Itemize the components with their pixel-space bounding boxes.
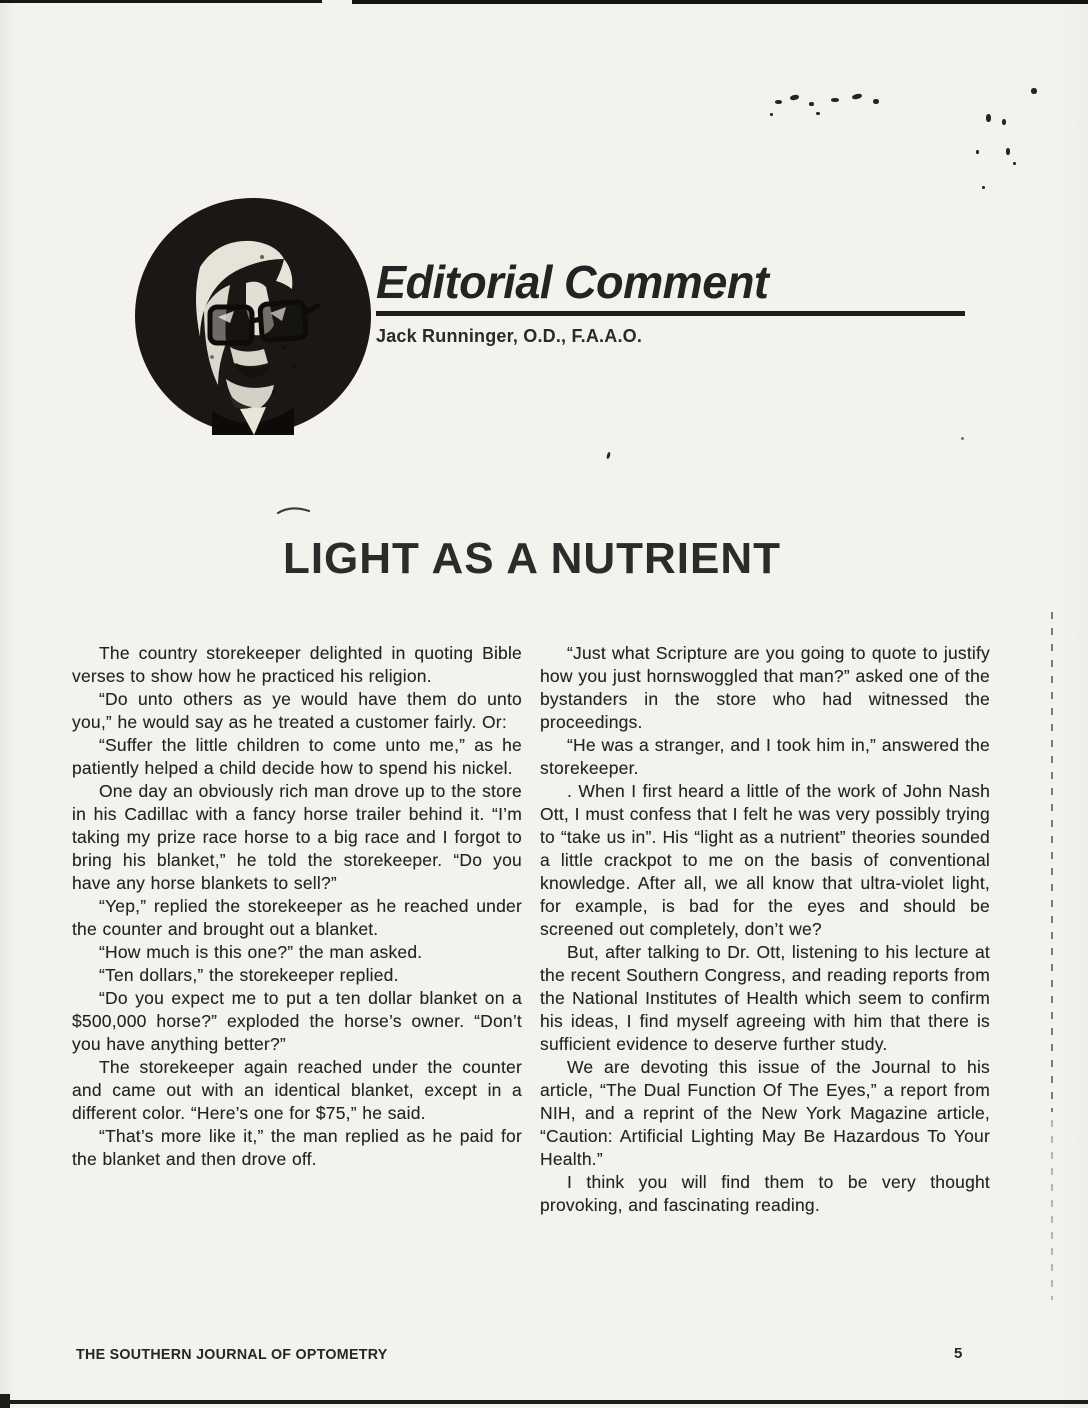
- binding-dashed-line: [1051, 612, 1053, 1112]
- top-edge-line: [0, 0, 322, 3]
- bottom-edge-line: [0, 1400, 1088, 1404]
- scan-speckle: [976, 150, 979, 154]
- author-portrait-photo: [134, 197, 372, 435]
- paragraph: “Do unto others as ye would have them do unto you,” he would say as he treated a customer fairly. Or:: [72, 689, 522, 732]
- scan-speckle: [809, 102, 814, 106]
- paragraph: “Just what Scripture are you going to quote to justify how you just hornswoggled that man?” asked one of the bystanders in the store who had witnessed the proceedings.: [540, 643, 990, 732]
- paragraph: “He was a stranger, and I took him in,” answered the storekeeper.: [540, 735, 990, 778]
- paragraph: One day an obviously rich man drove up to the store in his Cadillac with a fancy horse trailer behind it. “I’m taking my prize race horse to a big race and I forgot to bring his blanket,” he told the storekeeper. “Do you have any horse blankets to sell?”: [72, 781, 522, 893]
- paragraph: “Suffer the little children to come unto me,” as he patiently helped a child decide how to spend his nickel.: [72, 735, 522, 778]
- scan-speckle: [1002, 119, 1006, 125]
- author-byline: Jack Runninger, O.D., F.A.A.O.: [376, 326, 643, 347]
- right-column: [540, 642, 990, 1217]
- scan-speckle: [873, 99, 879, 104]
- bottom-corner-mark: [0, 1394, 10, 1408]
- article-title: LIGHT AS A NUTRIENT: [282, 534, 782, 583]
- left-column: [72, 642, 522, 1217]
- paragraph: “That’s more like it,” the man replied as he paid for the blanket and then drove off.: [72, 1126, 522, 1169]
- scan-speckle: [770, 113, 773, 116]
- pen-mark: [276, 503, 312, 517]
- paragraph: “Yep,” replied the storekeeper as he reached under the counter and brought out a blanket.: [72, 896, 522, 939]
- masthead: [376, 258, 968, 347]
- paragraph: But, after talking to Dr. Ott, listening to his lecture at the recent Southern Congress, and reading reports from the National Institutes of Health which seem to confirm his ideas, I find myself agreeing with him that there is sufficient evidence to deserve further study.: [540, 942, 990, 1054]
- scan-speckle: [831, 98, 839, 102]
- scan-speckle: [986, 114, 991, 122]
- paragraph: We are devoting this issue of the Journal to his article, “The Dual Function Of The Eyes,” a report from NIH, and a reprint of the New York Magazine article, “Caution: Artificial Lighting May Be Hazardous To Your Health.”: [540, 1057, 990, 1169]
- scan-speckle: [775, 100, 782, 104]
- paragraph: The storekeeper again reached under the counter and came out with an identical blanket, except in a different color. “Here’s one for $75,” he said.: [72, 1057, 522, 1123]
- scan-speckle: [1013, 162, 1016, 165]
- binding-dashed-line: [1051, 1120, 1053, 1300]
- heading-rule: [376, 311, 965, 316]
- scan-speckle: [790, 94, 800, 101]
- paragraph: “Ten dollars,” the storekeeper replied.: [99, 965, 399, 985]
- scan-speckle: [852, 93, 863, 100]
- scan-speckle: [1006, 148, 1010, 155]
- scan-speckle: [1031, 88, 1037, 94]
- footer-page-number: 5: [954, 1345, 963, 1362]
- paragraph: I think you will find them to be very thought provoking, and fascinating reading.: [540, 1172, 990, 1215]
- paragraph: “How much is this one?” the man asked.: [99, 942, 423, 962]
- scan-speckle: [982, 186, 985, 189]
- paragraph: “Do you expect me to put a ten dollar blanket on a $500,000 horse?” exploded the horse’s owner. “Don’t you have anything better?”: [72, 988, 522, 1054]
- section-heading: Editorial Comment: [376, 256, 769, 308]
- paragraph: The country storekeeper delighted in quoting Bible verses to show how he practiced his religion.: [72, 643, 522, 686]
- article-body: [72, 642, 990, 1217]
- scan-speckle: [961, 437, 964, 440]
- top-edge-line: [352, 0, 1088, 4]
- footer-journal-name: THE SOUTHERN JOURNAL OF OPTOMETRY: [76, 1346, 388, 1363]
- paragraph: . When I first heard a little of the work of John Nash Ott, I must confess that I felt he was very possibly trying to “take us in”. His “light as a nutrient” theories sounded a little crackpot to me on the basis of conventional knowledge. After all, we all know that ultra-violet light, for example, is bad for the eyes and should be screened out completely, don’t we?: [540, 781, 990, 939]
- scan-speckle: [816, 112, 820, 115]
- scan-speckle: [606, 452, 611, 460]
